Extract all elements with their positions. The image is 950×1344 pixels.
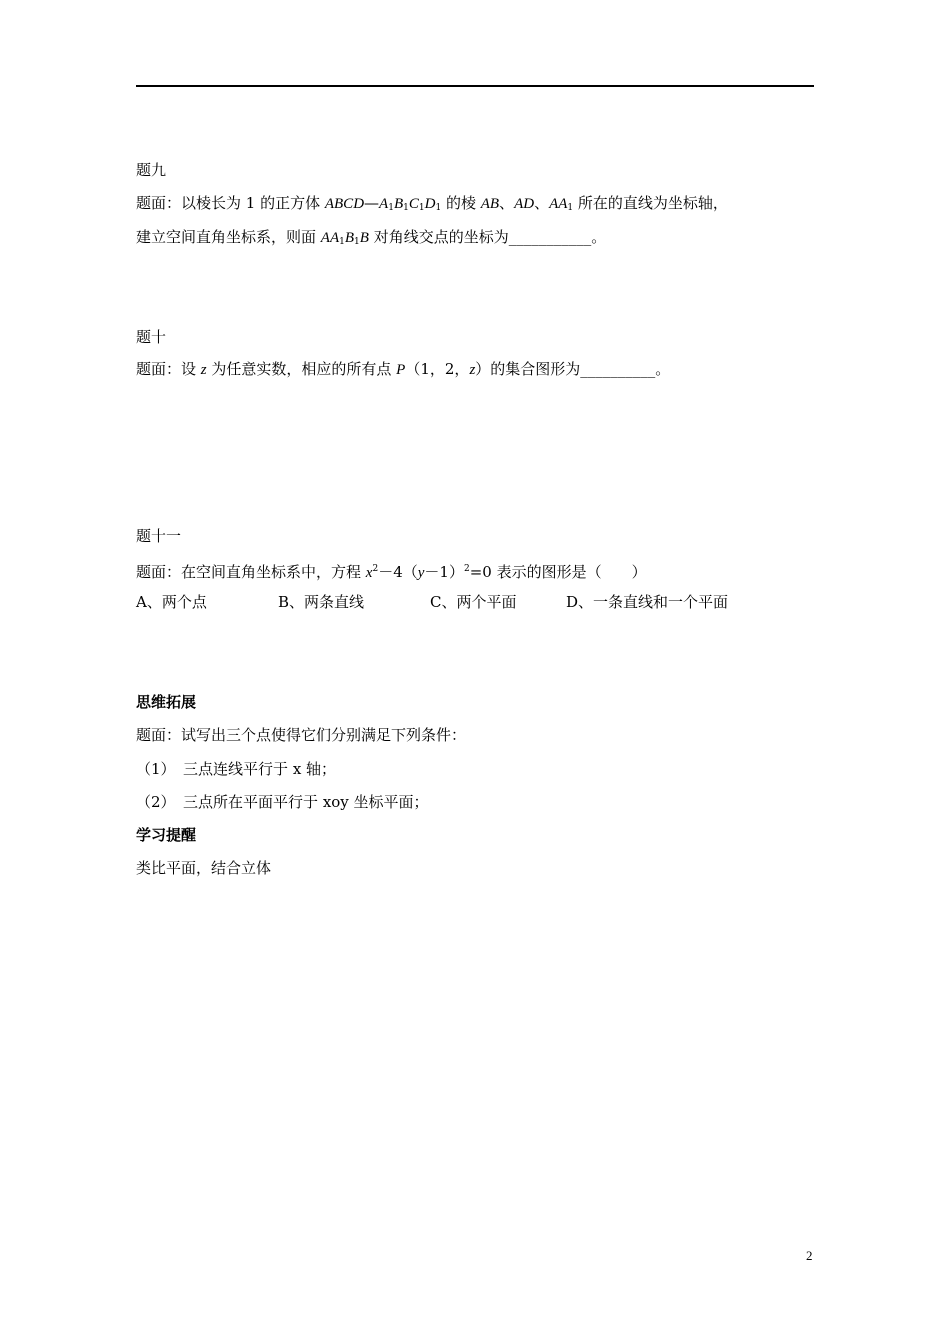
tip-heading: 学习提醒	[136, 826, 197, 844]
answer-blank: ___________	[508, 228, 592, 246]
q11-line: 题面：在空间直角坐标系中，方程 $x^2-4(y-1)^2=0$ 表示的图形是（ ）	[136, 563, 647, 581]
q9-line2: 建立空间直角坐标系，则面 $AA_1B_1B$ 对角线交点的坐标为___________。	[136, 228, 607, 247]
option-b: B、两条直线	[278, 593, 365, 611]
q11-title: 题十一	[136, 527, 182, 545]
option-a: A、两个点	[136, 593, 207, 611]
page-number: 2	[806, 1248, 813, 1263]
header-rule	[136, 85, 814, 87]
ext-item-2: （2） 三点所在平面平行于 xoy 坐标平面；	[136, 793, 429, 811]
tip-body: 类比平面，结合立体	[136, 859, 272, 877]
ext-body: 题面：试写出三个点使得它们分别满足下列条件：	[136, 726, 467, 744]
ext-item-1: （1） 三点连线平行于 x 轴；	[136, 760, 337, 778]
q10-title: 题十	[136, 328, 167, 346]
option-c: C、两个平面	[430, 593, 517, 611]
option-d: D、一条直线和一个平面	[566, 593, 729, 611]
ext-heading: 思维拓展	[136, 693, 197, 711]
q9-line1: 题面：以棱长为 1 的正方体 $ABCD—A_1B_1C_1D_1$ 的棱 AB、AD、$AA_1$ 所在的直线为坐标轴，	[136, 194, 728, 213]
answer-blank: __________	[580, 360, 656, 378]
q9-title: 题九	[136, 161, 167, 179]
q10-line: 题面：设 z 为任意实数，相应的所有点 P（1，2，z）的集合图形为__________。	[136, 360, 671, 378]
